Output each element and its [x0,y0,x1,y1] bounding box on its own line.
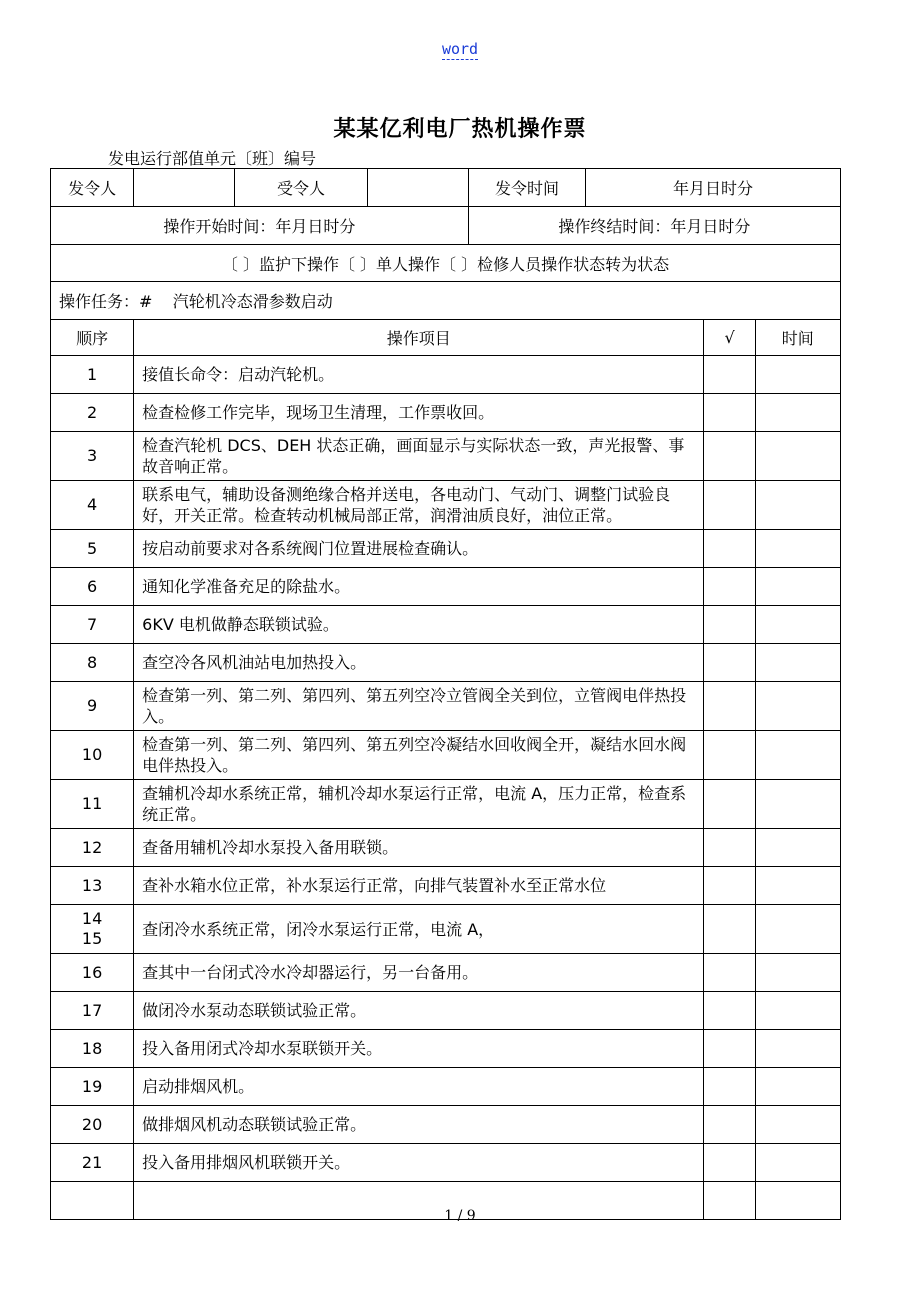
department-line: 发电运行部值单元〔班〕编号 [108,149,317,168]
table-row [51,1144,841,1182]
end-time[interactable]: 操作终结时间：年月日时分 [468,207,840,245]
row-item: 6KV 电机做静态联锁试验。 [134,606,704,644]
row-time[interactable] [755,568,840,606]
row-item: 检查检修工作完毕，现场卫生清理，工作票收回。 [134,394,704,432]
row-check[interactable] [704,432,755,481]
row-seq: 3 [51,432,134,481]
row-check[interactable] [704,867,755,905]
row-check[interactable] [704,682,755,731]
row-seq: 1 [51,356,134,394]
row-check[interactable] [704,992,755,1030]
row-time[interactable] [755,1030,840,1068]
receiver-value[interactable] [367,169,468,207]
row-check[interactable] [704,1068,755,1106]
row-seq: 18 [51,1030,134,1068]
table-row [51,905,841,954]
row-seq: 20 [51,1106,134,1144]
row-seq: 21 [51,1144,134,1182]
row-check[interactable] [704,1030,755,1068]
row-time[interactable] [755,682,840,731]
row-item: 投入备用排烟风机联锁开关。 [134,1144,704,1182]
row-time[interactable] [755,731,840,780]
operation-ticket-table [50,168,841,1220]
row-item: 查备用辅机冷却水泵投入备用联锁。 [134,829,704,867]
row-seq: 11 [51,780,134,829]
table-row [51,530,841,568]
table-row [51,1068,841,1106]
row-time[interactable] [755,606,840,644]
row-check[interactable] [704,530,755,568]
row-item: 启动排烟风机。 [134,1068,704,1106]
row-check[interactable] [704,1106,755,1144]
table-row [51,1030,841,1068]
row-seq: 13 [51,867,134,905]
row-item: 联系电气，辅助设备测绝缘合格并送电，各电动门、气动门、调整门试验良好，开关正常。检查转动机械局部正常，润滑油质良好，油位正常。 [134,481,704,530]
table-row [51,606,841,644]
row-seq: 12 [51,829,134,867]
row-seq: 16 [51,954,134,992]
table-row [51,992,841,1030]
row-check[interactable] [704,905,755,954]
row-seq: 2 [51,394,134,432]
row-time[interactable] [755,780,840,829]
column-header-check: √ [704,320,755,356]
row-seq: 17 [51,992,134,1030]
row-time[interactable] [755,829,840,867]
row-time[interactable] [755,905,840,954]
row-item: 查其中一台闭式冷水冷却器运行，另一台备用。 [134,954,704,992]
row-seq: 4 [51,481,134,530]
row-time[interactable] [755,1068,840,1106]
column-header-time: 时间 [755,320,840,356]
table-row [51,568,841,606]
row-seq: 9 [51,682,134,731]
table-row [51,481,841,530]
table-row [51,829,841,867]
table-row [51,1106,841,1144]
row-time[interactable] [755,992,840,1030]
issue-time-value[interactable]: 年月日时分 [586,169,841,207]
table-row [51,356,841,394]
row-time[interactable] [755,394,840,432]
row-check[interactable] [704,394,755,432]
row-item: 投入备用闭式冷却水泵联锁开关。 [134,1030,704,1068]
word-link[interactable]: word [441,40,479,58]
row-seq: 8 [51,644,134,682]
row-check[interactable] [704,356,755,394]
row-time[interactable] [755,867,840,905]
column-header-item: 操作项目 [134,320,704,356]
table-row [51,867,841,905]
row-time[interactable] [755,530,840,568]
row-item: 做闭冷水泵动态联锁试验正常。 [134,992,704,1030]
row-seq: 19 [51,1068,134,1106]
row-item: 查补水箱水位正常，补水泵运行正常，向排气装置补水至正常水位 [134,867,704,905]
row-check[interactable] [704,829,755,867]
table-row [51,432,841,481]
issue-time-label: 发令时间 [468,169,585,207]
row-check[interactable] [704,606,755,644]
start-time[interactable]: 操作开始时间：年月日时分 [51,207,469,245]
row-item: 按启动前要求对各系统阀门位置进展检查确认。 [134,530,704,568]
operation-task: 操作任务：# 汽轮机冷态滑参数启动 [51,282,841,320]
row-check[interactable] [704,481,755,530]
row-item: 接值长命令：启动汽轮机。 [134,356,704,394]
row-item: 检查汽轮机 DCS、DEH 状态正确，画面显示与实际状态一致，声光报警、事故音响正常。 [134,432,704,481]
row-item: 查空冷各风机油站电加热投入。 [134,644,704,682]
row-item: 通知化学准备充足的除盐水。 [134,568,704,606]
row-seq: 7 [51,606,134,644]
row-item: 检查第一列、第二列、第四列、第五列空冷立管阀全关到位，立管阀电伴热投入。 [134,682,704,731]
page-number: 1 / 9 [444,1208,476,1224]
row-item: 做排烟风机动态联锁试验正常。 [134,1106,704,1144]
row-seq: 14 15 [51,905,134,954]
row-seq: 10 [51,731,134,780]
row-check[interactable] [704,1144,755,1182]
row-time[interactable] [755,954,840,992]
row-time[interactable] [755,1106,840,1144]
column-header-seq: 顺序 [51,320,134,356]
row-seq: 6 [51,568,134,606]
table-row [51,644,841,682]
operation-mode-line[interactable]: 〔 〕监护下操作〔 〕单人操作〔 〕检修人员操作状态转为状态 [51,245,841,282]
row-check[interactable] [704,954,755,992]
table-row [51,731,841,780]
row-seq: 5 [51,530,134,568]
row-item: 检查第一列、第二列、第四列、第五列空冷凝结水回收阀全开，凝结水回水阀电伴热投入。 [134,731,704,780]
table-row [51,954,841,992]
row-check[interactable] [704,644,755,682]
issuer-label: 发令人 [51,169,134,207]
row-time[interactable] [755,356,840,394]
table-row [51,682,841,731]
document-title: 某某亿利电厂热机操作票 [333,117,587,142]
row-item: 查闭冷水系统正常，闭冷水泵运行正常，电流 A， [134,905,704,954]
row-check[interactable] [704,780,755,829]
table-row [51,780,841,829]
row-time[interactable] [755,1144,840,1182]
row-check[interactable] [704,568,755,606]
row-time[interactable] [755,481,840,530]
issuer-value[interactable] [134,169,235,207]
row-time[interactable] [755,432,840,481]
table-row [51,394,841,432]
row-item: 查辅机冷却水系统正常，辅机冷却水泵运行正常，电流 A，压力正常，检查系统正常。 [134,780,704,829]
row-time[interactable] [755,644,840,682]
receiver-label: 受令人 [235,169,367,207]
row-check[interactable] [704,731,755,780]
